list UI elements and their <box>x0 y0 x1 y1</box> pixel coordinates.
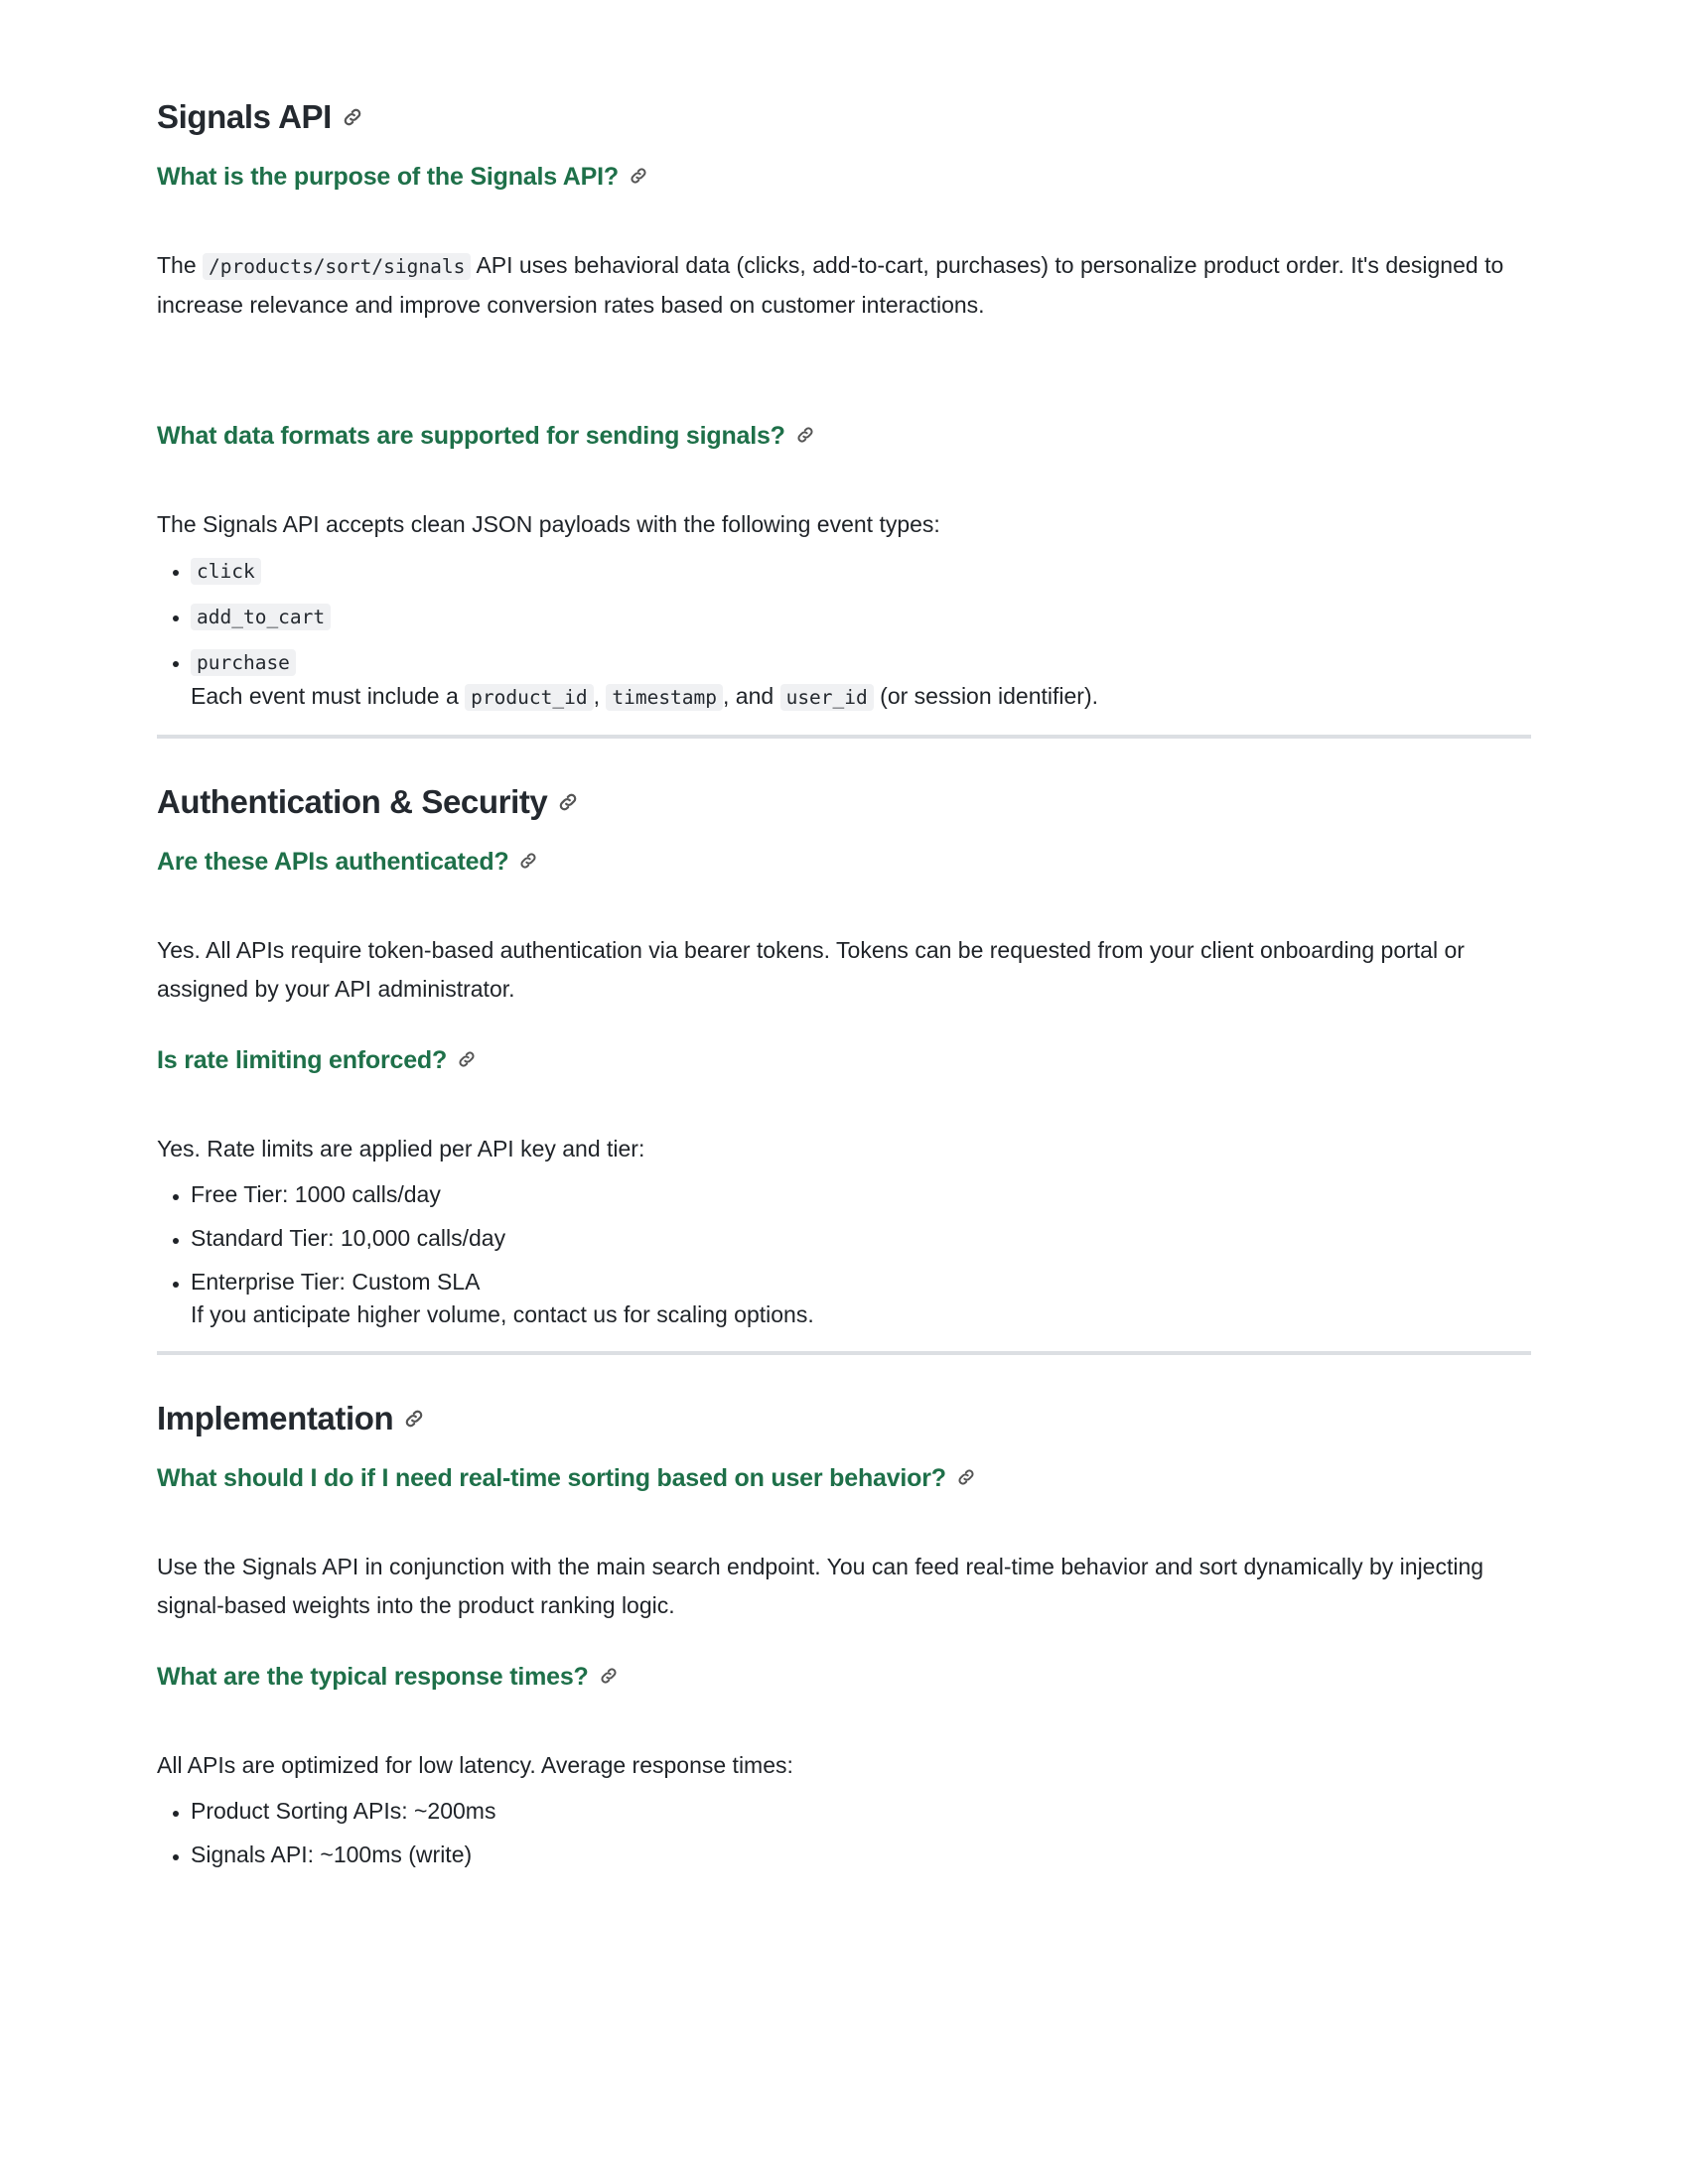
section-title-implementation <box>157 1393 1531 1444</box>
answer-intro: Yes. Rate limits are applied per API key and tier: <box>157 1136 645 1161</box>
response-time-list <box>157 1789 1531 1876</box>
link-icon[interactable] <box>795 425 815 445</box>
question-text: What are the typical response times? <box>157 1663 589 1691</box>
question-text: Is rate limiting enforced? <box>157 1046 448 1074</box>
tier-text: Enterprise Tier: Custom SLA <box>191 1269 481 1295</box>
list-item: • Free Tier: 1000 calls/day <box>191 1172 1531 1216</box>
answer-intro: All APIs are optimized for low latency. Average response times: <box>157 1752 793 1778</box>
endpoint-code: /products/sort/signals <box>203 253 471 280</box>
link-icon[interactable] <box>518 851 538 871</box>
note-text: , and <box>723 683 774 709</box>
question-text: Are these APIs authenticated? <box>157 848 509 876</box>
answer-intro: The Signals API accepts clean JSON payloads with the following event types: <box>157 511 940 537</box>
tier-note: If you anticipate higher volume, contact us for scaling options. <box>191 1301 814 1327</box>
question-authenticated <box>157 842 1531 882</box>
link-icon[interactable] <box>629 166 648 186</box>
field-code: user_id <box>780 684 874 711</box>
section-title-text: Signals API <box>157 98 332 135</box>
field-code: timestamp <box>606 684 723 711</box>
answer-text: API uses behavioral data (clicks, add-to-cart, purchases) to personalize product order. It's designed to increase relevance and improve conversion rates based on customer interactions. <box>157 252 1504 318</box>
question-text: What is the purpose of the Signals API? <box>157 163 619 191</box>
question-signals-purpose <box>157 157 1531 197</box>
list-item <box>191 639 1531 715</box>
link-icon[interactable] <box>956 1467 976 1487</box>
event-code: add_to_cart <box>191 604 331 630</box>
question-text: What should I do if I need real-time sorting based on user behavior? <box>157 1464 946 1492</box>
list-item: • Standard Tier: 10,000 calls/day <box>191 1216 1531 1260</box>
section-title-text: Implementation <box>157 1400 394 1436</box>
list-item: • Product Sorting APIs: ~200ms <box>191 1789 1531 1833</box>
link-icon[interactable] <box>342 106 363 128</box>
field-code: product_id <box>465 684 593 711</box>
link-icon[interactable] <box>599 1666 619 1686</box>
link-icon[interactable] <box>457 1049 477 1069</box>
answer-text: The <box>157 252 197 278</box>
faq-document <box>157 91 1531 1876</box>
link-icon[interactable] <box>557 791 579 813</box>
section-title-text: Authentication & Security <box>157 783 548 820</box>
note-text: (or session identifier). <box>880 683 1099 709</box>
answer-realtime-sorting: Use the Signals API in conjunction with the main search endpoint. You can feed real-time behavior and sort dynamically by injecting signal-based weights into the product ranking logic. <box>157 1554 1484 1618</box>
link-icon[interactable] <box>403 1408 425 1430</box>
question-rate-limiting <box>157 1040 1531 1080</box>
question-text: What data formats are supported for sending signals? <box>157 422 785 450</box>
event-code: purchase <box>191 649 296 676</box>
answer-signals-purpose <box>157 246 1531 325</box>
section-title-signals <box>157 91 1531 143</box>
note-text: , <box>593 683 600 709</box>
list-item: • Signals API: ~100ms (write) <box>191 1833 1531 1876</box>
list-item <box>191 548 1531 594</box>
question-data-formats <box>157 416 1531 456</box>
tier-list <box>157 1172 1531 1331</box>
question-response-times <box>157 1657 1531 1697</box>
list-item <box>191 1260 1531 1331</box>
event-note <box>191 679 1531 715</box>
event-code: click <box>191 558 261 585</box>
section-title-auth <box>157 776 1531 828</box>
question-realtime-sorting <box>157 1458 1531 1498</box>
list-item <box>191 594 1531 639</box>
event-type-list <box>157 548 1531 715</box>
note-text: Each event must include a <box>191 683 459 709</box>
answer-authenticated: Yes. All APIs require token-based authentication via bearer tokens. Tokens can be requested from your client onboarding portal or assigned by your API administrator. <box>157 937 1465 1002</box>
